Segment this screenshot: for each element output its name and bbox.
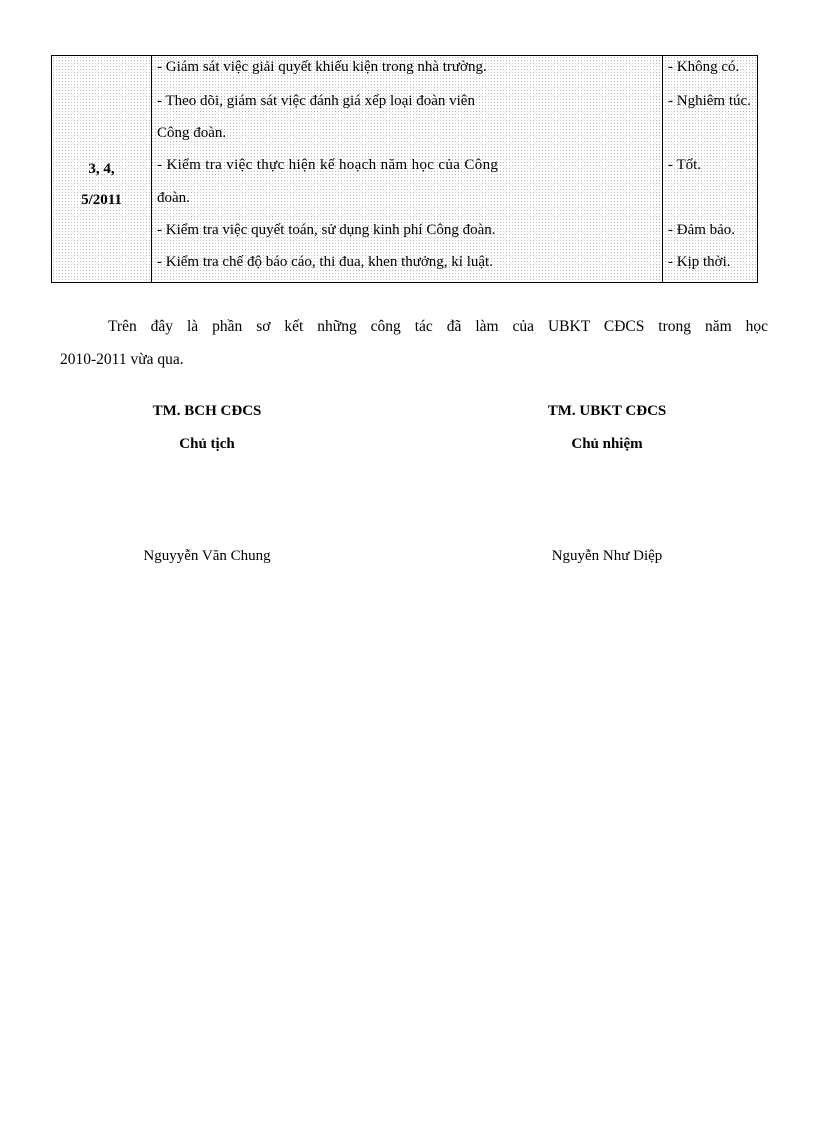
result-line: - Tốt.	[668, 157, 702, 173]
period-cell	[52, 154, 151, 216]
left-signature-name: Nguyyễn Văn Chung	[143, 548, 271, 564]
task-line: Công đoàn.	[157, 125, 227, 141]
right-signature-org: TM. UBKT CĐCS	[547, 403, 667, 419]
right-signature-block	[477, 403, 737, 565]
result-line: - Đảm bảo.	[668, 222, 736, 238]
period-line: 3, 4,	[88, 161, 115, 177]
activity-table	[51, 55, 758, 283]
right-signature-role: Chủ nhiệm	[571, 436, 643, 452]
right-signature-name: Nguyễn Như Diệp	[551, 548, 663, 564]
result-line: - Nghiêm túc.	[668, 93, 751, 109]
summary-line-2: 2010-2011 vừa qua.	[60, 351, 184, 368]
result-line: - Không có.	[668, 59, 740, 75]
results-column	[662, 56, 757, 282]
period-line: 5/2011	[81, 192, 122, 208]
task-line: - Theo dõi, giám sát việc đánh giá xếp loại đoàn viên	[157, 93, 475, 109]
left-signature-block	[77, 403, 337, 565]
period-column	[52, 56, 152, 282]
task-line: - Giám sát việc giải quyết khiếu kiện trong nhà trường.	[157, 59, 487, 75]
left-signature-role: Chủ tịch	[179, 436, 235, 452]
result-line: - Kịp thời.	[668, 254, 731, 270]
task-line: - Kiểm tra chế độ báo cáo, thi đua, khen thưởng, kỉ luật.	[157, 254, 493, 270]
task-line: - Kiểm tra việc quyết toán, sử dụng kinh phí Công đoàn.	[157, 222, 496, 238]
task-line: - Kiểm tra việc thực hiện kế hoạch năm học của Công	[157, 157, 499, 173]
summary-line-1: Trên đây là phần sơ kết những công tác đã làm của UBKT CĐCS trong năm học	[108, 318, 768, 335]
left-signature-org: TM. BCH CĐCS	[152, 403, 262, 419]
task-line: đoàn.	[157, 190, 190, 206]
tasks-column	[151, 56, 663, 282]
